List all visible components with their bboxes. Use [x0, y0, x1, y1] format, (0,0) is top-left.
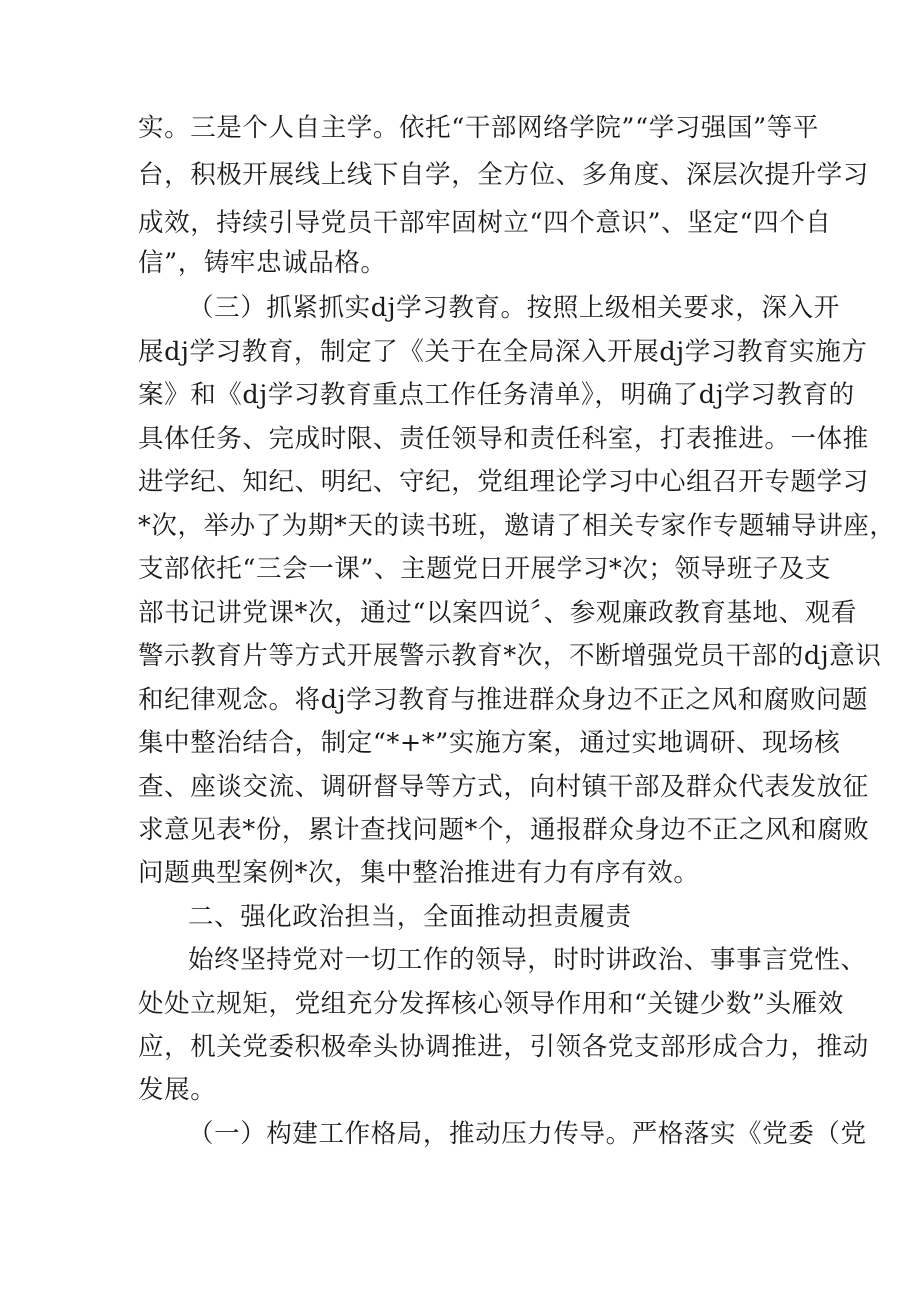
- text-line: 台，积极开展线上线下自学，全方位、多角度、深层次提升学习: [138, 160, 869, 190]
- text-line: 成效，持续引导党员干部牢固树立“四个意识”、坚定“四个自: [138, 208, 832, 238]
- section-heading-2: 二、强化政治担当，全面推动担责履责: [188, 902, 632, 932]
- text-line: 处处立规矩，党组充分发挥核心领导作用和“关键少数”头雁效: [138, 989, 844, 1019]
- text-line: 展dj学习教育，制定了《关于在全局深入开展dj学习教育实施方: [138, 337, 868, 367]
- section-heading-2-1: （一）构建工作格局，推动压力传导。严格落实《党委（党: [188, 1119, 867, 1149]
- text-line: 具体任务、完成时限、责任领导和责任科室，打表推进。一体推: [138, 424, 869, 454]
- text-line: 案》和《dj学习教育重点工作任务清单》，明确了dj学习教育的: [138, 380, 855, 410]
- text-line: 实。三是个人自主学。依托“干部网络学院”“学习强国”等平: [138, 113, 819, 143]
- text-line: 和纪律观念。将dj学习教育与推进群众身边不正之风和腐败问题: [138, 685, 869, 715]
- text-line: 支部依托“三会一课”、主题党日开展学习*次；领导班子及支: [138, 554, 832, 584]
- text-line: 进学纪、知纪、明纪、守纪，党组理论学习中心组召开专题学习: [138, 467, 869, 497]
- section-heading-3: （三）抓紧抓实dj学习教育。按照上级相关要求，深入开: [188, 293, 840, 323]
- text-line: 发展。: [138, 1075, 217, 1105]
- text-line: 查、座谈交流、调研督导等方式，向村镇干部及群众代表发放征: [138, 772, 869, 802]
- text-line: 警示教育片等方式开展警示教育*次，不断增强党员干部的dj意识: [138, 641, 882, 671]
- text-line: 应，机关党委积极牵头协调推进，引领各党支部形成合力，推动: [138, 1032, 869, 1062]
- text-line: 集中整治结合，制定“*+*”实施方案，通过实地调研、现场核: [138, 728, 841, 758]
- text-line: 求意见表*份，累计查找问题*个，通报群众身边不正之风和腐败: [138, 815, 870, 845]
- text-line: 问题典型案例*次，集中整治推进有力有序有效。: [138, 858, 700, 888]
- text-line: *次，举办了为期*天的读书班，邀请了相关专家作专题辅导讲座，: [138, 511, 896, 541]
- text-line: 始终坚持党对一切工作的领导，时时讲政治、事事言党性、: [188, 945, 867, 975]
- text-line: 信”，铸牢忠诚品格。: [138, 248, 387, 278]
- text-line: 部书记讲党课*次，通过“以案四说〞、参观廉政教育基地、观看: [138, 598, 857, 628]
